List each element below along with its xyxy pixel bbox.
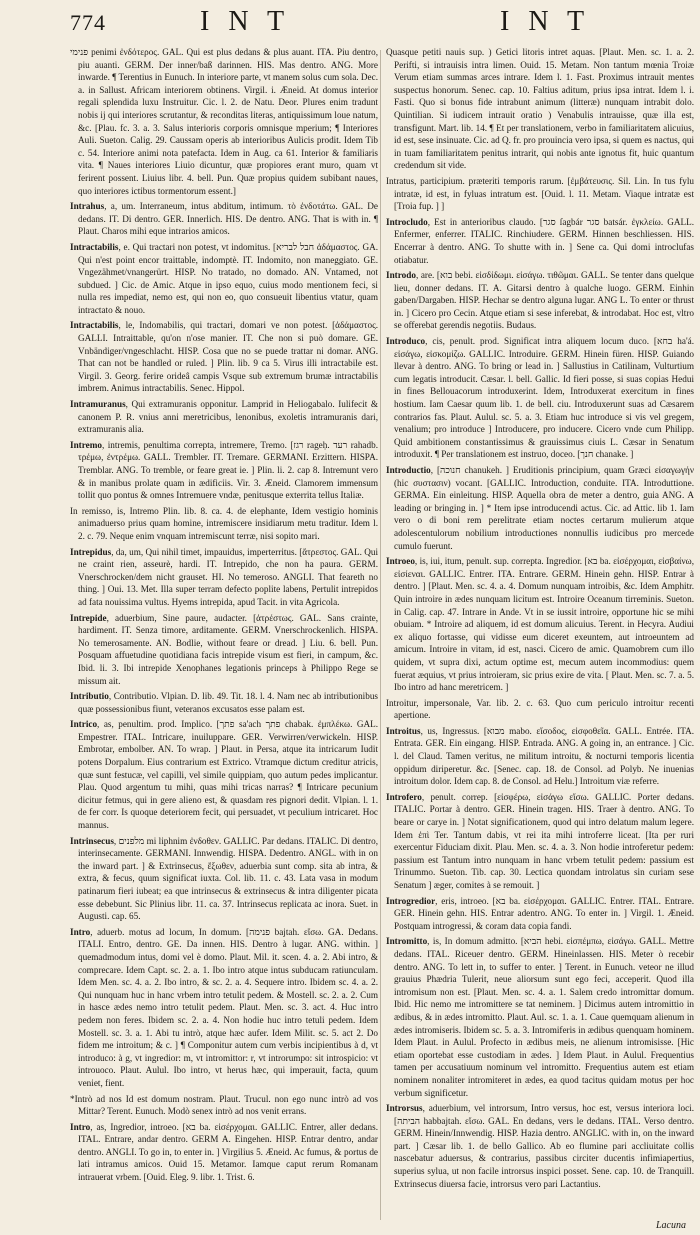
running-title-right: I N T xyxy=(500,6,591,37)
entry-text: Introitur, impersonale, Var. lib. 2. c. 63. Quo cum periculo introitur recenti apertione. xyxy=(386,697,694,721)
entry-headword: Intrahus xyxy=(70,201,105,212)
dictionary-entry: Introitus, us, Ingressus. [מבוא mabo. εἴσοδος, εἰσφοθεῖα. GALL. Entrée. ITA. Entrata. GER. Ein eingang. HISP. Entrada. ANG. A going in, an entrance. ] Cic. l. del Claud. Tamen veritus, ne militum introitu, & nocturni temporis licentia oppidum diriperetur. &c. [Senec. cap. 18. de Consol. ad Polyb. Ne inuenias introitum dolor. Idem cap. 8. de Consol. ad Helu.] Introitum viæ referre. xyxy=(386,725,694,787)
dictionary-entry: Intrepidus, da, um, Qui nihil timet, impauidus, imperterritus. [ἄτρεστος. GAL. Qui ne craint rien, asseurè, hardi. IT. Intrepido, che non ha paura. GERM. Vnerschrocken/dem nicht grauset. HI. No temeroso. ANGLI. That feareth no thing. ] Oui. 13. Met. Illa super terram defecto poplite labens, Pertulit intrepidos ad fata nouissima vultus. Hyems intrepida, apud Tacit. in vita Agricola. xyxy=(70,546,378,607)
dictionary-entry xyxy=(386,46,694,172)
entry-headword: Introduco xyxy=(386,336,426,347)
entry-text: is, In domum admitto. [הביא hebi. εἰσπέμπω, εἰσάγω. GALL. Mettre dedans. ITAL. Riceuer dentro. GERM. Hineinlassen. HIS. Meter ò recebir dentro. ANG. To lett in, to suffer to enter. ] Terent. in Eunuch. veteor ne illud grauius Phædria Tulerit, neue aliorsum sunt ego feci, acceperit. Quod illa intromisum non est. [Plaut. Men. sc. 4. a. 1. Salem credo intromittar domum. Ibid. Hic nemo me intromittere se tat neminem. ] Dicimus autem intromittio in ædibus, & in ædes intromitto. Plaut. Aul. sc. 1. a. 1. Caue quemquam alienum in ædes intromiseris. Ibidem sc. 5. a. 3. Intromiferis in ædibus quenquam hominem. Idem Plaut. in Aulul. Profecto in ædibus meis, ne alienum intromisisse. [Hic etiam oportebat esse custodiam in ædes. ] Idem Plaut. in Aulul. Frequentius tamen per accusatiuum nominum vel intromitto. Frequentius autem est etiam nominem nonaliter intromiteret in ædes, ea quod tacitus quidam motus per hoc verbum significetur. xyxy=(394,936,694,1098)
entry-text: Qui extramuranis opponitur. Lamprid in Heliogabalo. Iulifecit & canonem P. R. vnius anni meretricibus, lenonibus, exoletis intramuranis dari, extramuranis alia. xyxy=(78,399,378,435)
entry-text: eris, introeo. [בא ba. εἰσέρχομαι. GALLIC. Entrer. ITAL. Entrare. GER. Hinein gehn. HIS. Entrar adentro. ANG. To enter in. ] Virgil. 1. Æneid. Postquam introgressi, & coram data copia fandi. xyxy=(394,895,694,931)
entry-text: are. [בוא bebi. εἰσδίδωμι. εἰσάγω. τιθῶμαι. GALL. Se tenter dans quelque lieu, donner dedans. IT. A. Gitarsi dentro à qualche luogo. GERM. Einhin gaben/Dargaben. HISP. Hechar se dentro alguna lugar. ANG L. To enter or thrust in. ] Cicero pro Cecin. Atque etiam si sese inferebat, & introdabat. Hoc est, vltro se offerebat gerendis negotiis. Budaus. xyxy=(394,270,694,331)
entry-text: Quasque petiti nauis sup. ) Getici litoris intret aquas. [Plaut. Men. sc. 1. a. 2. Perifti, si intrauisis intra limen. Ouid. 15. Metam. Non tantum mœnia Troiæ Verum etiam summas arces intrare. Idem l. 1. Fast. Proximus intrauit mentes suspectus honorum. Senec. cap. 10. Faltius aditum, prius ipsa intrat. Idem l. i. Fasti. Quo si bonus fide intrabunt animum (litteræ) nunquam intrabit dolo. Quintilian. Si iudicem intrauit oratio ) Venabulis intrauisse, quæ illa est, transfigunt. Mart. lib. 14. ¶ Et per translationem, verbo in familiaritatem alicuius, id est, sese insinuate. Cic. ad Q. fr. pro prouincia vero ipsa, si quem es nactus, qui in tuam familiaritatem penitus intrarit, qui nobis ante ignotus fit, huic quantum credendum sit vide. xyxy=(386,47,694,171)
dictionary-entry: Introeo, is, iui, itum, penult. sup. correpta. Ingredior. [בא ba. εἰσέρχομαι, εἰσβαίνω, εἰσίεναι. GALLIC. Entrer. ITA. Entrare. GERM. Hinein gehn. HISP. Entrar à dentro. ] [Plaut. Men. sc. 4. a. 4. Domum nunquam introibis, &c. Idem Amphitr. Quin introire in ædes nunquam licitum est. Introire Oceanum tirreminis. Sueton. in Calig. cap. 47. Intrare in Ande. Vt in se iussit introire, opportune hic se mihi obuiam. * Introire ad aliquem, id est domum alicuius. Terent. in Hecyra. Audiui ex aliquo fortasse, qui vidisse eum diceret exeuntem, aut introeuntem ad amicum. Introire in vitam, id est, nasci. Cicero de amic. Quamobrem cum illo quidem, vt supra dixi, actum optime est, mecum autem incommodius: quem fuerat æquius, vt prius introieram, sic prius exire de vita. [ Plaut. Men. sc. 7. a. 5. Ibo intro ad hanc meretricem. ] xyxy=(386,556,694,693)
dictionary-entry: Intro, aduerb. motus ad locum, In domum. [פנימה bajtah. εἴσω. GA. Dedans. ITALI. Entro, dentro. GE. Da innen. HIS. Dentro à lugar. ANG. within. ] quemadmodum intus, domi vel è domo. Plaut. Mil. it. scen. 4. a. 2. Abi intro, & comprecare. Idem Capt. sc. 2. a. 1. Ibo intro atque intus subducam ratiunculam. Idem Men. sc. 4. a. 2. Ibo intro, & sc. 2. a. 4. Sequere intro. Ibidem sc. 4. a. 2. Qui nunquam huc in hanc vrbem intro tetulit pedem. & Mostell. sc. 2. a. 2. Cum in hasce ædes nemo intro tetulit pedem. Plaut. Men. sc. 3. act. 4. Huc intro pedem non feres. Ibidem sc. 2. a. 4. Non hodie huc intro tetuli pedem. Idem Mostell. sc. 3. a. 1. Abi tu intrò, atque hæc aufer. Idem Milit. sc. 5. act 2. Do fidem me introitum; & c. ] ¶ Componitur autem cum verbis incipientibus à d, vt introduco: à g, vt ingredior: m, vt intromittor: r, vt introrumpo: sit introspicio: vt introuoco. Plaut. Aulul. Ibo intro, vt herus hæc, qui imperauit, facta, quum veniet, fient. xyxy=(70,926,378,1088)
dictionary-entry: Introductio, [חנוכה chanukeh. ] Eruditionis principium, quam Græci εἰσαγωγήν (hic συστασιν) vocant. [GALLIC. Introduction, conduite. ITA. Introduttione. GERMA. Ein einleitung. HISP. Aquella obra de meter a dentro, guia ANG. A leading or bringing in. ] * Item ipse introducendi actus. Cic. ad Attic. lib 1. Iam vero o di boni rem perelitrate etiam noctes certarum mulierum atque adolescentulorum nobilium introductiones nonnullis iudicibus pro mercede cumulo fuerunt. xyxy=(386,465,694,551)
dictionary-entry: Intractabilis, e. Qui tractari non potest, vt indomitus. [חבל לבריא ἀδάμαστος. GA. Qui n'est point encor traittable, indomptè. IT. Indomito, non maneggiato. GE. Vngezähmet/vnangerürt. HISP. No tratado, no domado. AN. Vntamed, not subdued. ] Cic. de Amic. Atque in ipso equo, cuius modo mentionem feci, si nulla res impediat, nemo est, qui non eo, quo consueuit libentius vtatur, quam intractato & nouo. xyxy=(70,241,378,315)
entry-text: Intratus, participium. præteriti temporis rarum. [ἐμβάτευσις. Sil. Lin. In tus fylu intratæ, id est, in fyluas intratum est. [Ouid. l. 11. Metam. Viaque intratæ est [Troia fup. ] ] xyxy=(386,175,694,212)
entry-text: a, um. Interraneum, intus abditum, intimum. τὸ ἐνδοτάτω. GAL. De dedans. IT. Di dentro. GER. Innerlich. HIS. De dentro. ANG. That is with in. ¶ Plaut. Charos mihi eque intrarios amicos. xyxy=(78,201,378,237)
entry-text: Est in anterioribus claudo. [סגר ſagbár סגר batsár. ἐγκλείω. GALL. Enfermer, enferrer. ITALIC. Rinchiudere. GERM. Hinnen beschliessen. HIS. Encerrar à dentro. ANG. To shutte with in. ] Sene ca. Qui domi introclufas otiabatur. xyxy=(394,216,694,265)
entry-headword: Intro xyxy=(70,926,91,937)
dictionary-entry: Introdo, are. [בוא bebi. εἰσδίδωμι. εἰσάγω. τιθῶμαι. GALL. Se tenter dans quelque lieu, donner dedans. IT. A. Gitarsi dentro à qualche luogo. GERM. Einhin gaben/Dargaben. HISP. Hechar se dentro alguna lugar. ANG L. To enter or thrust in. ] Cicero pro Cecin. Atque etiam si sese inferebat, & introdabat. Hoc est, vltro se offerebat gerendis negotiis. Budaus. xyxy=(386,270,694,331)
entry-headword: Introrsus xyxy=(386,1103,423,1114)
dictionary-entry: Intrepide, aduerbium, Sine paure, audacter. [ἀτρέστως. GAL. Sans crainte, hardiment. IT. Senza timore, arditamente. GERM. Vnerschrockenlich. HISPA. No temerosamente. AN. Bodlie, without feare or dread. ] Liu. 6. bell. Pun. Posquam affuetudine quotidiana facis intrepide visum est fieri, in campum, &c. Ibid. li. 3. Ibi intrepide Xenophanes legationis princeps à Philippo Rege se missum ait. xyxy=(70,612,378,686)
page-header xyxy=(0,0,700,44)
column-divider xyxy=(380,50,381,1220)
entry-headword: Introfero xyxy=(386,791,422,802)
dictionary-entry: Introgredior, eris, introeo. [בא ba. εἰσέρχομαι. GALLIC. Entrer. ITAL. Entrare. GER. Hinein gehn. HIS. Entrar adentro. ANG. To enter in. ] Virgil. 1. Æneid. Postquam introgressi, & coram data copia fandi. xyxy=(386,895,694,931)
left-column xyxy=(70,46,378,1226)
dictionary-entry xyxy=(70,1093,378,1118)
dictionary-entry: Intrahus, a, um. Interraneum, intus abditum, intimum. τὸ ἐνδοτάτω. GAL. De dedans. IT. Di dentro. GER. Innerlich. HIS. De dentro. ANG. That is with in. ¶ Plaut. Charos mihi eque intrarios amicos. xyxy=(70,201,378,237)
entry-text: le, Indomabilis, qui tractari, domari ve non potest. [ἀδάμαστος. GALLI. Intraittable, qu'on n'ose manier. IT. Che non si può domare. GE. Vnbändiger/vngeschlacht. HISP. Cosa que no se puede trattar ni domar. ANG. That can not be handled or ruled. ] Plin. lib. 9 ca 5. Virus illi intractabile est. Virgil. 3. Georg. ferire orideâ campis Vsque sub extremum brumæ intractabilis imbrem. Animus intractabilis. Senec. Hippol. xyxy=(78,320,378,394)
entry-headword: Intractabilis xyxy=(70,241,119,252)
dictionary-entry: Introcludo, Est in anterioribus claudo. [סגר ſagbár סגר batsár. ἐγκλείω. GALL. Enfermer, enferrer. ITALIC. Rinchiudere. GERM. Hinnen beschliessen. HIS. Encerrar à dentro. ANG. To shutte with in. ] Sene ca. Qui domi introclufas otiabatur. xyxy=(386,216,694,265)
entry-text: as, penultim. prod. Implico. [פתך sa'ach פתך chabak. ἐμπλέκω. GAL. Empestrer. ITAL. Intricare, inuiluppare. GER. Verwirren/verwickeln. HISP. Embrotar, embolber. AN. To wrap. ] Plaut. in Persa, atque ita intricarum Iudit potens Dorpalum. Eius contrarium est Extrico. Vtramque dictum creditur atricis, quæ sunt festucæ, vel capilli, vel simile quippiam, quo autum pedes implicantur. Plau. Quod argentum tu mihi, quas mihi tricas narras? ¶ Intricare pecunium dicitur fetmus, qui in gere alieno est, & quasdam res pignori dedit. Vlpian. l. 1. de fer corr. Is quoque deteriorem fecit, qui persuadet, vt peculium intricaret. Hoc mannus. xyxy=(78,719,378,831)
entry-headword: Introductio xyxy=(386,465,431,475)
entry-headword: Intrepidus xyxy=(70,546,112,557)
dictionary-entry xyxy=(70,505,378,543)
entry-text: מלפנים mi liphnim ἐνδοθεν. GALLIC. Par dedans. ITALIC. Di dentro, interinsecamente. GERMANI. Innwendig. HISPA. Dedentro. ANGL. with in on the inward part. ] & Extrinsecus, ἔξωθεν, aduerbia sunt comp. sita ab intra, & extra, & fecus, quum significat iuxta. Col. lib. 11. c. 43. Lata vasa in modum patinarum fieri iubeat; ea que intrinsecus & extrinsecus & intra diligenter picata esse debebunt. Sic Plinius libr. 11. ca. 37. Intrinsecus replicata ac inora. Suet. in Augusti. cap. 65. xyxy=(78,835,378,922)
entry-text: intremis, penultima correpta, intremere, Tremo. [רגז rageḥ. רעד rahadb. τρέμω, ἐντρέμω. GALL. Trembler. IT. Tremare. GERMANI. Erzittern. HISPA. Tremblar. ANG. To tremble, or feare great ie. ] Plin. li. 2. cap 8. Intremunt vero & in manibus prolate quam in ædificiis. Vir. 3. Æneid. Clamorem immensum tollit quo pontus & omnes Intremuere vndæ, penitusque exterrita tellus Italiæ. xyxy=(78,439,378,501)
dictionary-entry: Introfero, penult. correp. [εἰσφέρω, εἰσάγω εἴσω. GALLIC. Porter dedans. ITALIC. Portar à dentro. GER. Hinein tragen. HIS. Traer à dentro. ANG. To beare or carye in. ] Notat significationem, quod qui intro delatum malum legere. Idem ἐπὶ Ter. Tantum dabis, vt rei ita mihi introferre liceat. [Ita per ruri exercentur Fiduciam dixit. Plau. Men. sc. 4. a. 3. Non hodie introferetur pedem: passium est Tantum intro nunquam in hanc vrbem tetulit pedem: passium est Trinummo. Sueton. Tib. cap. 30. Lectica quondam introlatus sin curiam sese Senatum ] æger, comites à se remouit. ] xyxy=(386,791,694,890)
entry-text: cis, penult. prod. Significat intra aliquem locum duco. [בחא ha'á. εἰσάγω, εἰσκομίζω. GALLIC. Introduire. GERM. Hinein füren. HISP. Guiando llevar à dentro. ANG. To bring or lead in. ] Sallustius in Catilinam, Vulturtium cum legatis introducit. Cæsar. l. bell. Gallic. Id fieri posse, si suas copias Hedui in fines Bellouacorum introduxerint. Idem, Introduxerat exercitum in fines hostium. Iam Caesar quum lib. 1. de bell. ciu. Introduxerunt suas ad Cæsarem contrarios fas. Plaut. Aulul. sc. 5. a. 3. Etiam huc introduce si vis vel gregem, venalium; pro introduce ] Introducere, pro inducere. Cicero vnde cum Philipp. Quid ambitionem constantissimus & grauissimus ciuis L. Cæsar in Senatum introduxit. ¶ Per translationem est instruo, doceo. [חנך chanake. ] xyxy=(394,336,694,460)
dictionary-entry: Intramuranus, Qui extramuranis opponitur. Lamprid in Heliogabalo. Iulifecit & canonem P. R. vnius anni meretricibus, lenonibus, exoletis intramuranis dari, extramuranis alia. xyxy=(70,399,378,435)
entry-headword: Introgredior xyxy=(386,895,436,906)
dictionary-entry: Introrsus, aduerbium, vel introrsum, Intro versus, hoc est, versus interiora loci. [הביתה habbajtah. εἴσω. GAL. En dedans, vers le dedans. ITAL. Verso dentro. GERM. Hinein/Innwendig. HISP. Hazia dentro. ANGLIC. with in, on the inward part. ] Cæsar lib. 1. de bello Gallico. Ab eo flumine pari accliuitate collis nascebatur aduersus, & contrarius, passibus circiter ducentis infimiapertius, superius sylua, ut non facile introrsus inspici posset. Sene. cap. 10. de Tranquill. Extrinsecus diuersa facie, introrsus vero pari Lactantius. xyxy=(386,1103,694,1189)
entry-text: In remisso, is, Intremo Plin. lib. 8. ca. 4. de elephante, Idem vestigio hominis animaduerso prius quam homine, intremiscere insidiarum metu traditur. Idem l. 2. c. 79. Neque enim vnquam intremiscunt terræ, nisi sopito mari. xyxy=(70,505,378,541)
entry-text: [חנוכה chanukeh. ] Eruditionis principium, quam Græci εἰσαγωγήν (hic συστασιν) vocant. [GALLIC. Introduction, conduite. ITA. Introduttione. GERMA. Ein einleitung. HISP. Aquella obra de meter a dentro, guia ANG. A leading or bringing in. ] * Item ipse introducendi actus. Cic. ad Attic. lib 1. Iam vero o di boni rem perelitrate etiam noctes certarum mulierum atque adolescentulorum nobilium introductiones nonnullis iudicibus pro mercede cumulo fuerunt. xyxy=(394,465,694,551)
entry-text: aduerb. motus ad locum, In domum. [פנימה bajtah. εἴσω. GA. Dedans. ITALI. Entro, dentro. GE. Da innen. HIS. Dentro à lugar. ANG. within. ] quemadmodum intus, domi vel è domo. Plaut. Mil. it. scen. 4. a. 2. Abi intro, & comprecare. Idem Capt. sc. 2. a. 1. Ibo intro atque intus subducam ratiunculam. Idem Men. sc. 4. a. 2. Ibo intro, & sc. 2. a. 4. Sequere intro. Ibidem sc. 4. a. 2. Qui nunquam huc in hanc vrbem intro tetulit pedem. & Mostell. sc. 2. a. 2. Cum in hasce ædes nemo intro tetulit pedem. Plaut. Men. sc. 3. act. 4. Huc intro pedem non feres. Ibidem sc. 2. a. 4. Non hodie huc intro tetuli pedem. Idem Mostell. sc. 3. a. 1. Abi tu intrò, atque hæc aufer. Idem Milit. sc. 5. act 2. Do fidem me introitum; & c. ] ¶ Componitur autem cum verbis incipientibus à d, vt introduco: à g, vt ingredior: m, vt intromittor: r, vt introrumpo: sit introspicio: vt introuoco. Plaut. Aulul. Ibo intro, vt herus hæc, qui imperauit, facta, quum veniet, fient. xyxy=(78,926,378,1088)
entry-headword: Intromitto xyxy=(386,936,428,947)
dictionary-entry: Intractabilis, le, Indomabilis, qui tractari, domari ve non potest. [ἀδάμαστος. GALLI. Intraittable, qu'on n'ose manier. IT. Che non si può domare. GE. Vnbändiger/vngeschlacht. HISP. Cosa que no se puede trattar ni domar. ANG. That can not be handled or ruled. ] Plin. lib. 9 ca 5. Virus illi intractabile est. Virgil. 3. Georg. ferire orideâ campis Vsque sub extremum brumæ intractabilis imbrem. Animus intractabilis. Senec. Hippol. xyxy=(70,320,378,394)
entry-text: is, iui, itum, penult. sup. correpta. Ingredior. [בא ba. εἰσέρχομαι, εἰσβαίνω, εἰσίεναι. GALLIC. Entrer. ITA. Entrare. GERM. Hinein gehn. HISP. Entrar à dentro. ] [Plaut. Men. sc. 4. a. 4. Domum nunquam introibis, &c. Idem Amphitr. Quin introire in ædes nunquam licitum est. Introire Oceanum tirreminis. Sueton. in Calig. cap. 47. Intrare in Ande. Vt in se iussit introire, opportune hic se mihi obuiam. * Introire ad aliquem, id est domum alicuius. Terent. in Hecyra. Audiui ex aliquo fortasse, qui vidisse eum diceret exeuntem, aut introeuntem ad amicum. Introire in vitam, id est, nasci. Cicero de amic. Quamobrem cum illo quidem, vt supra dixi, actum optime est, mecum autem incommodius: quem fuerat æquius, vt prius introieram, sic prius exire de vita. [ Plaut. Men. sc. 7. a. 5. Ibo intro ad hanc meretricem. ] xyxy=(394,556,694,693)
dictionary-entry: Introduco, cis, penult. prod. Significat intra aliquem locum duco. [בחא ha'á. εἰσάγω, εἰσκομίζω. GALLIC. Introduire. GERM. Hinein füren. HISP. Guiando llevar à dentro. ANG. To bring or lead in. ] Sallustius in Catilinam, Vulturtium cum legatis introducit. Cæsar. l. bell. Gallic. Id fieri posse, si suas copias Hedui in fines Bellouacorum introduxerint. Idem, Introduxerat exercitum in fines hostium. Iam Caesar quum lib. 1. de bell. ciu. Introduxerunt suas ad Cæsarem contrarios fas. Plaut. Aulul. sc. 5. a. 3. Etiam huc introduce si vis vel gregem, venalium; pro introduce ] Introducere, pro inducere. Cicero vnde cum Philipp. Quid ambitionem constantissimus & grauissimus ciuis L. Cæsar in Senatum introduxit. ¶ Per translationem est instruo, doceo. [חנך chanake. ] xyxy=(386,336,694,460)
entry-headword: Introitus xyxy=(386,725,421,736)
dictionary-entry: Intromitto, is, In domum admitto. [הביא hebi. εἰσπέμπω, εἰσάγω. GALL. Mettre dedans. ITAL. Riceuer dentro. GERM. Hineinlassen. HIS. Meter ò recebir dentro. ANG. To lett in, to suffer to enter. ] Terent. in Eunuch. veteor ne illud grauius Phædria Tulerit, neue aliorsum sunt ego feci, acceperit. Quod illa intromisum non est. [Plaut. Men. sc. 4. a. 1. Salem credo intromittar domum. Ibid. Hic nemo me intromittere se tat neminem. ] Dicimus autem intromittio in ædibus, & in ædes intromitto. Plaut. Aul. sc. 1. a. 1. Caue quemquam alienum in ædes intromiseris. Ibidem sc. 5. a. 3. Intromiferis in ædibus quenquam hominem. Idem Plaut. in Aulul. Profecto in ædibus meis, ne alienum intromisisse. [Hic etiam oportebat esse custodiam in ædes. ] Idem Plaut. in Aulul. Frequentius tamen per accusatiuum nominum vel intromitto. Frequentius autem est etiam nominem nonaliter intromiteret in ædes, ea quod tacitus quidam motus per hoc verbum significetur. xyxy=(386,936,694,1098)
entry-text: e. Qui tractari non potest, vt indomitus. [חבל לבריא ἀδάμαστος. GA. Qui n'est point encor traittable, indomptè. IT. Indomito, non maneggiato. GE. Vngezähmet/vnangerürt. HISP. No tratado, no domado. AN. Vntamed, not subdued. ] Cic. de Amic. Atque in ipso equo, cuius modo mentionem feci, si nulla res impediat, nemo est, qui non eo, quo consueuit libentius vtatur, quam intractato & nouo. xyxy=(78,241,378,315)
catchword: Lacuna xyxy=(656,1220,686,1231)
entry-headword: Intremo xyxy=(70,439,102,450)
entry-headword: Introdo xyxy=(386,270,416,281)
running-title-left: I N T xyxy=(200,6,291,37)
dictionary-entry xyxy=(70,46,378,197)
dictionary-entry: Intremo, intremis, penultima correpta, intremere, Tremo. [רגז rageḥ. רעד rahadb. τρέμω, ἐντρέμω. GALL. Trembler. IT. Tremare. GERMANI. Erzittern. HISPA. Tremblar. ANG. To tremble, or feare great ie. ] Plin. li. 2. cap 8. Intremunt vero & in manibus prolate quam in ædificiis. Vir. 3. Æneid. Clamorem immensum tollit quo pontus & omnes Intremuere vndæ, penitusque exterrita tellus Italiæ. xyxy=(70,439,378,501)
entry-text: aduerbium, Sine paure, audacter. [ἀτρέστως. GAL. Sans crainte, hardiment. IT. Senza timore, arditamente. GERM. Vnerschrockenlich. HISPA. No temerosamente. AN. Bodlie, without feare or dread. ] Liu. 6. bell. Pun. Posquam affuetudine quotidiana facis intrepide visum est fieri, in campum, &c. Ibid. li. 3. Ibi intrepide Xenophanes legationis princeps à Philippo Rege se missum ait. xyxy=(78,612,378,686)
entry-headword: Intro xyxy=(70,1121,91,1132)
entry-headword: Intractabilis xyxy=(70,320,119,331)
entry-headword: Intramuranus xyxy=(70,399,126,410)
entry-headword: Intributio xyxy=(70,691,109,702)
dictionary-entry: Intrinsecus, מלפנים mi liphnim ἐνδοθεν. GALLIC. Par dedans. ITALIC. Di dentro, interinsecamente. GERMANI. Innwendig. HISPA. Dedentro. ANGL. with in on the inward part. ] & Extrinsecus, ἔξωθεν, aduerbia sunt comp. sita ab intra, & extra, & fecus, quum significat iuxta. Col. lib. 11. c. 43. Lata vasa in modum patinarum fieri iubeat; ea que intrinsecus & extrinsecus & intra diligenter picata esse debebunt. Sic Plinius libr. 11. ca. 37. Intrinsecus replicata ac inora. Suet. in Augusti. cap. 65. xyxy=(70,835,378,922)
dictionary-entry xyxy=(386,697,694,722)
entry-headword: Introeo xyxy=(386,556,415,567)
entry-headword: Intrico xyxy=(70,719,98,730)
dictionary-entry: Intro, as, Ingredior, introeo. [בא ba. εἰσέρχομαι. GALLIC. Entrer, aller dedans. ITAL. Entrare, andar dentro. GERM A. Eingehen. HISP. Entrar dentro, andar dentro. ANGLI. To go in, to enter in. ] Virgilius 5. Æneid. Ac fumus, & portus de lati intramus amicos. Ouid 15. Metamor. Iamque caput rerum Romanam intrauerat vrbem. [Ouid. Eleg. 9. libr. 1. Trist. 6. xyxy=(70,1121,378,1183)
entry-text: *Intrò ad nos Id est domum nostram. Plaut. Trucul. non ego nunc intrò ad vos Mittar? Terent. Eunuch. Modò senex intrò ad nos venit errans. xyxy=(70,1093,378,1117)
entry-headword: Intrepide xyxy=(70,612,107,623)
entry-headword: Introcludo xyxy=(386,216,428,227)
entry-text: פנימי penimi ἐνδότερος. GAL. Qui est plus dedans & plus auant. ITA. Piu dentro, piu auanti. GERM. Der inner/baß darinnen. HIS. Mas dentro. ANG. More inwarde. ¶ Terentius in Eunuch. In interiore parte, vt manem solus cum sola. Dec. a. in Sallust. Africam interiorem obtinens. Virgil. i. Æneid. At domus interior regali splendida luxu Instruitur. Cic. l. 2. de Natu. Deor. Plures enim tradunt nobis ij qui interiores scrutantur, & reconditas literas, antiquissimum loue natum, &c. [Plau. fc. 3. a. 3. Salus interioris corporis omnisque mperium; ¶ Interiores Auli. Sueton. Calig. 29. Caussam operis ab interioribus Aulicis prodit. Idem Tib c. 54. Interiore animi nota patefacta. Idem in Aug. ca 61. Interior & familiaris vita. ¶ Naues interiores Liuio dicuntur, quæ propiores erant muro, quam vt ferirent possent. Liuius libr. 4. bell. Pun. Quæ propius quidem subibant naues, quo interiores ictibus tormentorum essent.] xyxy=(70,47,378,196)
entry-text: Contributio. Vlpian. D. lib. 49. Tit. 18. l. 4. Nam nec ab intributionibus quæ possessionibus fiunt, veteranos excusatos esse palam est. xyxy=(78,691,378,714)
entry-text: as, Ingredior, introeo. [בא ba. εἰσέρχομαι. GALLIC. Entrer, aller dedans. ITAL. Entrare, andar dentro. GERM A. Eingehen. HISP. Entrar dentro, andar dentro. ANGLI. To go in, to enter in. ] Virgilius 5. Æneid. Ac fumus, & portus de lati intramus amicos. Ouid 15. Metamor. Iamque caput rerum Romanam intrauerat vrbem. [Ouid. Eleg. 9. libr. 1. Trist. 6. xyxy=(78,1121,378,1183)
page-number: 774 xyxy=(70,10,106,35)
entry-text: us, Ingressus. [מבוא mabo. εἴσοδος, εἰσφοθεῖα. GALL. Entrée. ITA. Entrata. GER. Ein eingang. HISP. Entrada. ANG. A going in, an entrance. ] Cic. l. del Claud. Tamen veritus, ne militum introitu, & nocturni temporis licentia oppidum diriperetur. &c. [Senec. cap. 18. de Consol. ad Polyb. Ne inuenias introitum dolor. Idem cap. 8. de Consol. ad Helu.] Introitum viæ referre. xyxy=(394,725,694,787)
entry-text: da, um, Qui nihil timet, impauidus, imperterritus. [ἄτρεστος. GAL. Qui ne craint rien, asseurè, hardi. IT. Intrepido, che non ha paura. GERM. Vnerschrocken/dem nicht grauset. HI. No temeroso. ANGLI. That feareth no thing. ] Oui. 13. Met. Illa super terram defecto poplite labens, Pertulit intrepidos ad fata nouissima vultus. Hyems intrepida, apud Tacit. in vita Agricola. xyxy=(78,546,378,607)
entry-text: penult. correp. [εἰσφέρω, εἰσάγω εἴσω. GALLIC. Porter dedans. ITALIC. Portar à dentro. GER. Hinein tragen. HIS. Traer à dentro. ANG. To beare or carye in. ] Notat significationem, quod qui intro delatum malum legere. Idem ἐπὶ Ter. Tantum dabis, vt rei ita mihi introferre liceat. [Ita per ruri exercentur Fiduciam dixit. Plau. Men. sc. 4. a. 3. Non hodie introferetur pedem: passium est Tantum intro nunquam in hanc vrbem tetulit pedem: passium est Trinummo. Sueton. Tib. cap. 30. Lectica quondam introlatus sin curiam sese Senatum ] æger, comites à se remouit. ] xyxy=(394,791,694,890)
dictionary-entry: Intributio, Contributio. Vlpian. D. lib. 49. Tit. 18. l. 4. Nam nec ab intributionibus quæ possessionibus fiunt, veteranos excusatos esse palam est. xyxy=(70,691,378,714)
right-column xyxy=(386,46,694,1226)
dictionary-entry: Intrico, as, penultim. prod. Implico. [פתך sa'ach פתך chabak. ἐμπλέκω. GAL. Empestrer. ITAL. Intricare, inuiluppare. GER. Verwirren/verwickeln. HISP. Embrotar, embolber. AN. To wrap. ] Plaut. in Persa, atque ita intricarum Iudit potens Dorpalum. Eius contrarium est Extrico. Vtramque dictum creditur atricis, quæ sunt festucæ, vel capilli, vel simile quippiam, quo autum pedes implicantur. Plau. Quod argentum tu mihi, quas mihi tricas narras? ¶ Intricare pecunium dicitur fetmus, qui in gere alieno est, & quasdam res pignori dedit. Vlpian. l. 1. de fer corr. Is quoque deteriorem fecit, qui persuadet, vt peculium intricaret. Hoc mannus. xyxy=(70,719,378,831)
entry-headword: Intrinsecus xyxy=(70,835,114,846)
entry-text: aduerbium, vel introrsum, Intro versus, hoc est, versus interiora loci. [הביתה habbajtah. εἴσω. GAL. En dedans, vers le dedans. ITAL. Verso dentro. GERM. Hinein/Innwendig. HISP. Hazia dentro. ANGLIC. with in, on the inward part. ] Cæsar lib. 1. de bello Gallico. Ab eo flumine pari accliuitate collis nascebatur aduersus, & contrarius, passibus circiter ducentis infimiapertius, superius sylua, ut non facile introrsus inspici posset. Sene. cap. 10. de Tranquill. Extrinsecus diuersa facie, introrsus vero pari Lactantius. xyxy=(394,1103,694,1189)
dictionary-entry xyxy=(386,175,694,213)
